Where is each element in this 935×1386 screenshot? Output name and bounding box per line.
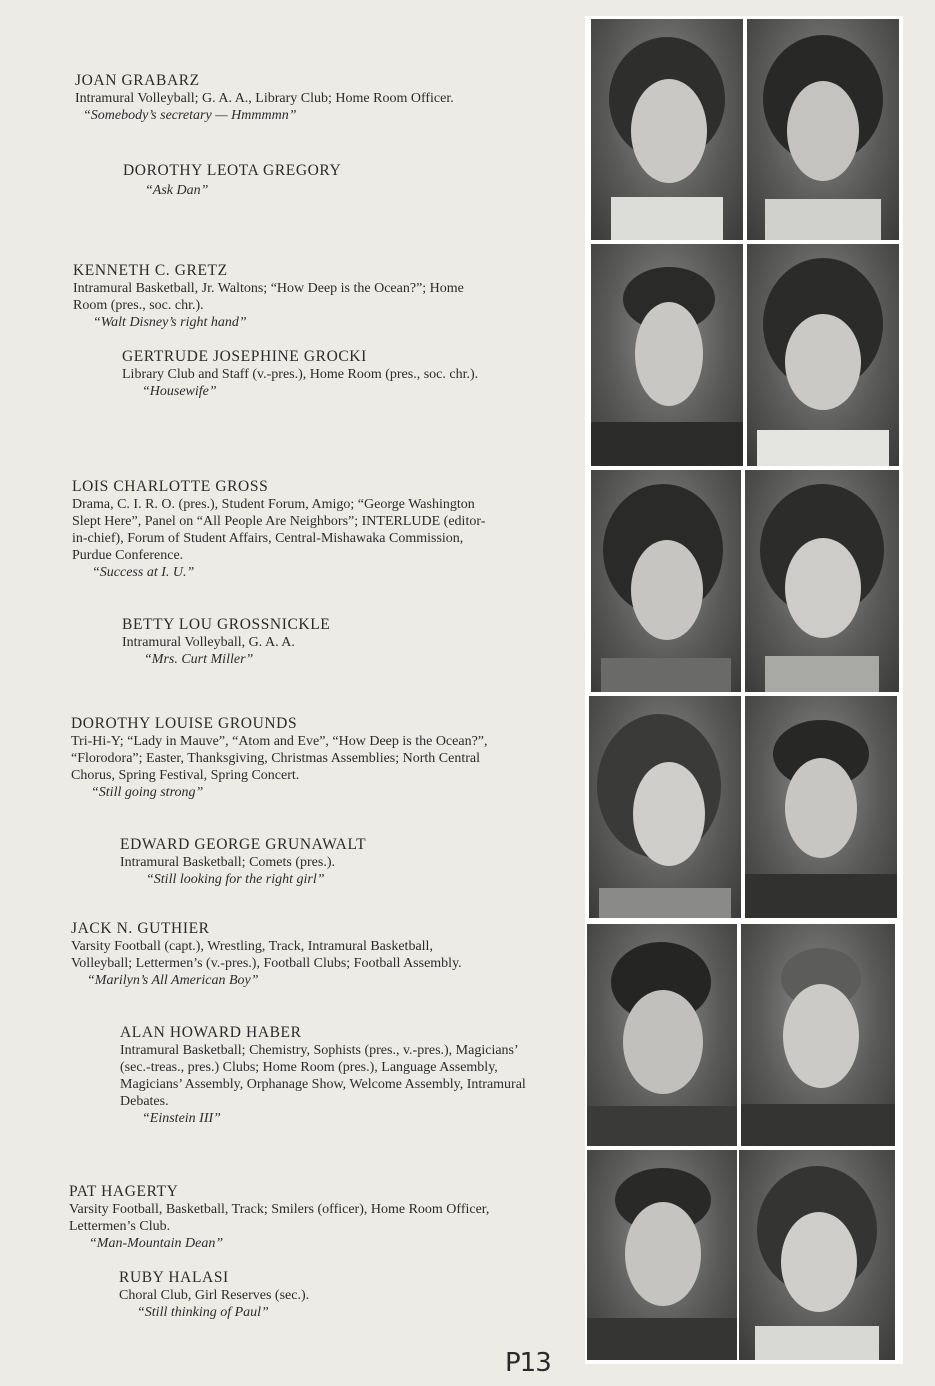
portrait-photo-joan-grabarz bbox=[591, 19, 743, 240]
senior-name: JACK N. GUTHIER bbox=[71, 920, 210, 937]
senior-quote: “Still thinking of Paul” bbox=[137, 1305, 269, 1320]
senior-quote: “Ask Dan” bbox=[145, 183, 209, 198]
handwritten-page-number: P13 bbox=[505, 1348, 551, 1378]
senior-entry-lois-gross bbox=[72, 478, 497, 581]
senior-entry-pat-hagerty bbox=[69, 1183, 494, 1252]
senior-quote: “Housewife” bbox=[142, 384, 217, 399]
portrait-photo-betty-grossnickle bbox=[745, 470, 899, 692]
portrait-photo-gertrude-grocki bbox=[747, 244, 899, 466]
senior-entry-joan-grabarz bbox=[75, 72, 500, 124]
portrait-photo-dorothy-gregory bbox=[747, 19, 899, 240]
senior-name: KENNETH C. GRETZ bbox=[73, 262, 228, 279]
portrait-photo-alan-haber bbox=[741, 924, 895, 1146]
senior-activities: Library Club and Staff (v.-pres.), Home Room (pres., soc. chr.). bbox=[122, 367, 479, 382]
portrait-photo-dorothy-grounds bbox=[589, 696, 741, 918]
senior-entry-dorothy-grounds bbox=[71, 715, 496, 801]
senior-activities: Intramural Volleyball; G. A. A., Library Club; Home Room Officer. bbox=[75, 91, 454, 106]
senior-quote: “Still going strong” bbox=[91, 785, 204, 800]
portrait-photo-jack-guthier bbox=[587, 924, 737, 1146]
senior-name: LOIS CHARLOTTE GROSS bbox=[72, 478, 269, 495]
senior-quote: “Einstein III” bbox=[142, 1111, 221, 1126]
senior-activities: Intramural Volleyball, G. A. A. bbox=[122, 635, 295, 650]
portrait-photo-pat-hagerty bbox=[587, 1150, 737, 1360]
portrait-photo-edward-grunawalt bbox=[745, 696, 897, 918]
senior-name: BETTY LOU GROSSNICKLE bbox=[122, 616, 331, 633]
portrait-photo-column bbox=[585, 16, 903, 1364]
senior-quote: “Success at I. U.” bbox=[92, 565, 195, 580]
senior-quote: “Still looking for the right girl” bbox=[146, 872, 325, 887]
senior-name: JOAN GRABARZ bbox=[75, 72, 200, 89]
senior-quote: “Walt Disney’s right hand” bbox=[93, 315, 247, 330]
senior-activities: Intramural Basketball; Comets (pres.). bbox=[120, 855, 335, 870]
senior-activities: Choral Club, Girl Reserves (sec.). bbox=[119, 1288, 310, 1303]
senior-name: RUBY HALASI bbox=[119, 1269, 229, 1286]
senior-entry-kenneth-gretz bbox=[73, 262, 498, 331]
senior-activities: Varsity Football (capt.), Wrestling, Track, Intramural Basketball, Volleyball; Lettermen’s (v.-pres.), Football Clubs; Football Assembly. bbox=[71, 939, 462, 971]
senior-quote: “Mrs. Curt Miller” bbox=[144, 652, 254, 667]
senior-name: EDWARD GEORGE GRUNAWALT bbox=[120, 836, 367, 853]
senior-activities: Intramural Basketball; Chemistry, Sophists (pres., v.-pres.), Magicians’ (sec.-treas., pres.) Clubs; Home Room (pres.), Language Assembly, Magicians’ Assembly, Orphanage Show, Welcome Assembly, Intramural Debates. bbox=[120, 1043, 526, 1109]
senior-name: DOROTHY LOUISE GROUNDS bbox=[71, 715, 298, 732]
senior-entry-betty-grossnickle bbox=[122, 616, 602, 668]
senior-quote: “Somebody’s secretary — Hmmmmn” bbox=[83, 108, 297, 123]
senior-activities: Drama, C. I. R. O. (pres.), Student Forum, Amigo; “George Washington Slept Here”, Panel on “All People Are Neighbors”; INTERLUDE (editor-in-chief), Forum of Student Affairs, Central-Mishawaka Commission, Purdue Conference. bbox=[72, 497, 486, 563]
senior-activities: Intramural Basketball, Jr. Waltons; “How Deep is the Ocean?”; Home Room (pres., soc. chr.). bbox=[73, 281, 464, 313]
senior-activities: Tri-Hi-Y; “Lady in Mauve”, “Atom and Eve”, “How Deep is the Ocean?”, “Florodora”; Easter, Thanksgiving, Christmas Assemblies; North Central Chorus, Spring Festival, Spring Concert. bbox=[71, 734, 488, 783]
senior-activities: Varsity Football, Basketball, Track; Smilers (officer), Home Room Officer, Lettermen’s Club. bbox=[69, 1202, 490, 1234]
senior-entry-jack-guthier bbox=[71, 920, 496, 989]
portrait-photo-lois-gross bbox=[591, 470, 741, 692]
senior-name: ALAN HOWARD HABER bbox=[120, 1024, 302, 1041]
senior-name: PAT HAGERTY bbox=[69, 1183, 179, 1200]
senior-quote: “Man-Mountain Dean” bbox=[89, 1236, 224, 1251]
senior-entry-gertrude-grocki bbox=[122, 348, 547, 400]
portrait-photo-ruby-halasi bbox=[739, 1150, 895, 1360]
senior-entry-dorothy-gregory bbox=[123, 162, 603, 199]
senior-name: GERTRUDE JOSEPHINE GROCKI bbox=[122, 348, 367, 365]
senior-entry-alan-haber bbox=[120, 1024, 545, 1127]
senior-quote: “Marilyn’s All American Boy” bbox=[87, 973, 259, 988]
senior-name: DOROTHY LEOTA GREGORY bbox=[123, 162, 342, 179]
portrait-photo-kenneth-gretz bbox=[591, 244, 743, 466]
senior-entry-ruby-halasi bbox=[119, 1269, 599, 1321]
senior-entry-edward-grunawalt bbox=[120, 836, 600, 888]
